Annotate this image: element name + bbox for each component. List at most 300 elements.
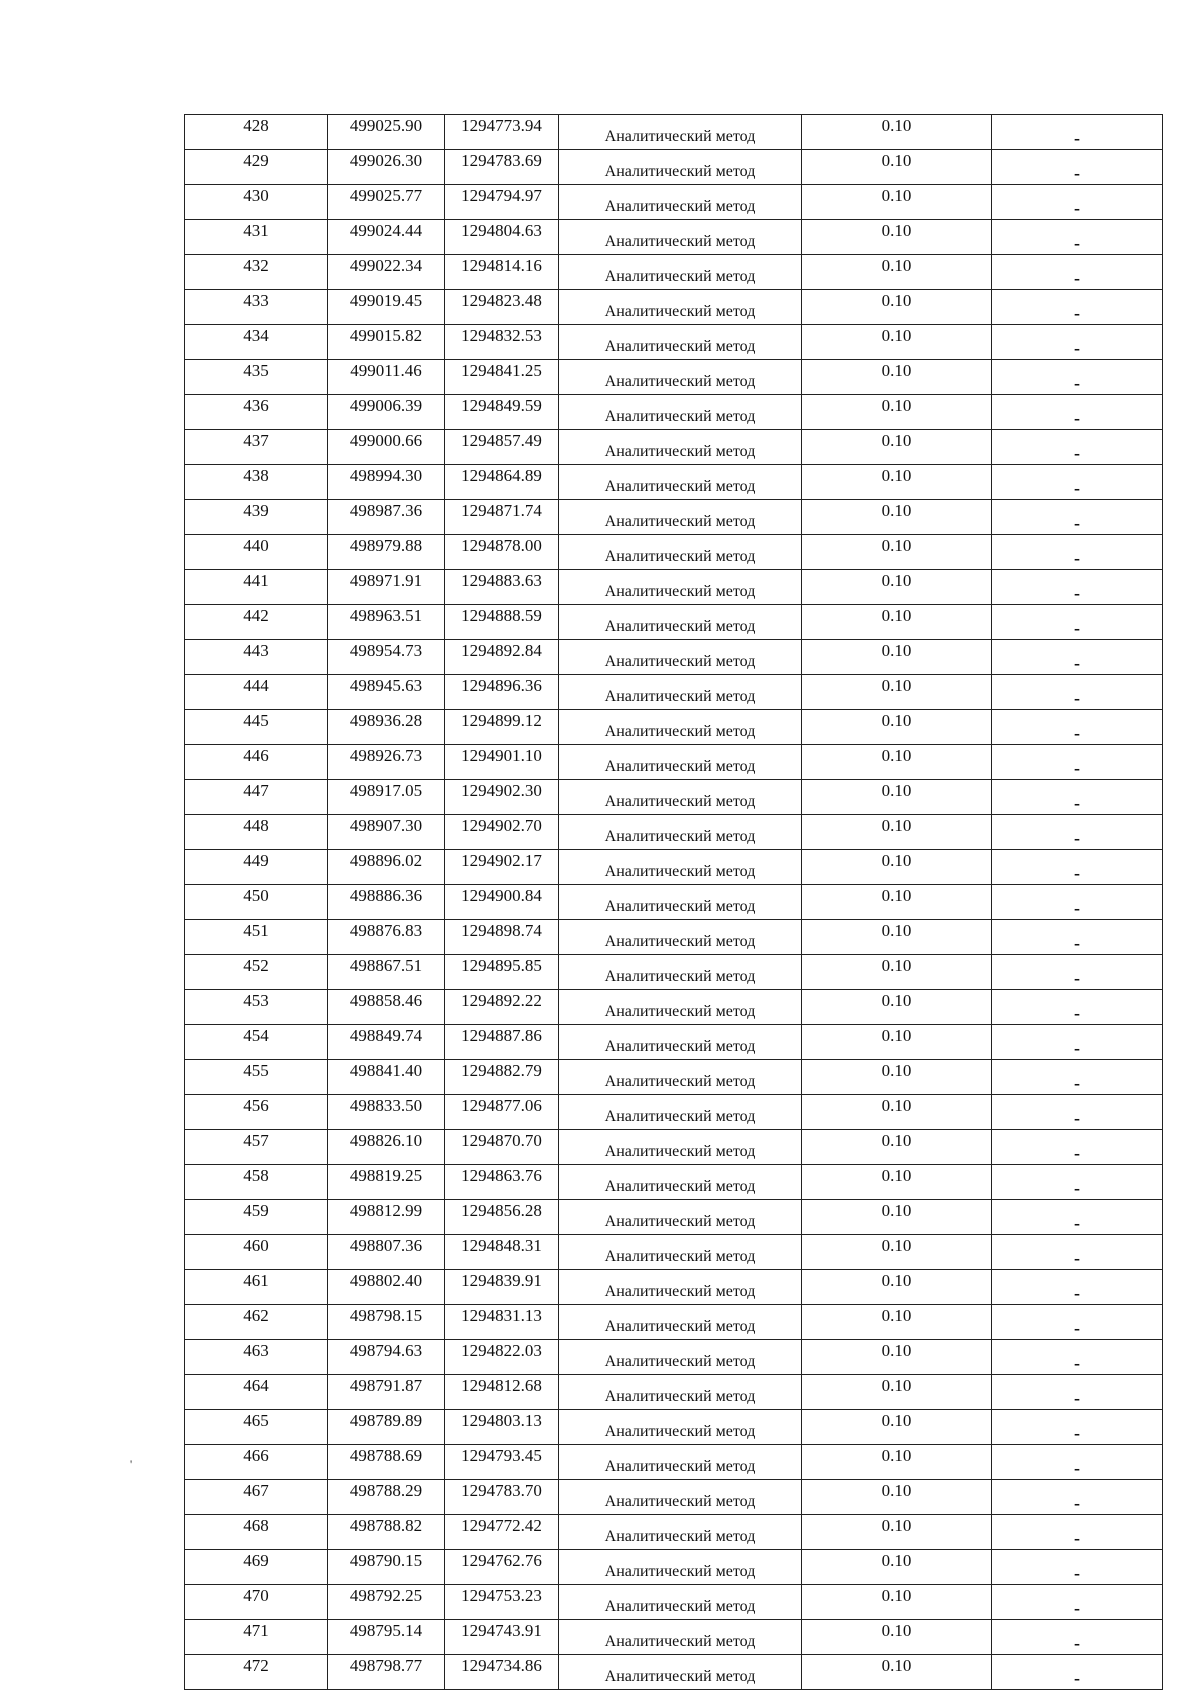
method-cell: Аналитический метод (559, 640, 802, 675)
method-cell: Аналитический метод (559, 535, 802, 570)
y-coordinate-cell: 1294831.13 (445, 1305, 559, 1340)
note-cell: - (992, 745, 1163, 780)
table-row (185, 1165, 1163, 1200)
table-row (185, 115, 1163, 150)
accuracy-cell: 0.10 (802, 1200, 992, 1235)
x-coordinate-cell: 498917.05 (328, 780, 445, 815)
table-row (185, 1305, 1163, 1340)
x-coordinate-cell: 499000.66 (328, 430, 445, 465)
accuracy-cell: 0.10 (802, 1060, 992, 1095)
accuracy-cell: 0.10 (802, 885, 992, 920)
x-coordinate-cell: 499006.39 (328, 395, 445, 430)
y-coordinate-cell: 1294902.17 (445, 850, 559, 885)
y-coordinate-cell: 1294814.16 (445, 255, 559, 290)
accuracy-cell: 0.10 (802, 850, 992, 885)
table-row (185, 1235, 1163, 1270)
x-coordinate-cell: 499025.77 (328, 185, 445, 220)
x-coordinate-cell: 498791.87 (328, 1375, 445, 1410)
note-cell: - (992, 1305, 1163, 1340)
x-coordinate-cell: 498936.28 (328, 710, 445, 745)
table-row (185, 395, 1163, 430)
method-cell: Аналитический метод (559, 290, 802, 325)
table-row (185, 1340, 1163, 1375)
accuracy-cell: 0.10 (802, 430, 992, 465)
method-cell: Аналитический метод (559, 115, 802, 150)
point-number-cell: 455 (185, 1060, 328, 1095)
y-coordinate-cell: 1294793.45 (445, 1445, 559, 1480)
method-cell: Аналитический метод (559, 500, 802, 535)
method-cell: Аналитический метод (559, 920, 802, 955)
point-number-cell: 453 (185, 990, 328, 1025)
point-number-cell: 468 (185, 1515, 328, 1550)
y-coordinate-cell: 1294839.91 (445, 1270, 559, 1305)
note-cell: - (992, 955, 1163, 990)
note-cell: - (992, 360, 1163, 395)
note-cell: - (992, 1060, 1163, 1095)
point-number-cell: 465 (185, 1410, 328, 1445)
note-cell: - (992, 1235, 1163, 1270)
table-row (185, 1270, 1163, 1305)
accuracy-cell: 0.10 (802, 640, 992, 675)
y-coordinate-cell: 1294822.03 (445, 1340, 559, 1375)
point-number-cell: 452 (185, 955, 328, 990)
y-coordinate-cell: 1294734.86 (445, 1655, 559, 1690)
point-number-cell: 472 (185, 1655, 328, 1690)
table-row (185, 465, 1163, 500)
x-coordinate-cell: 498994.30 (328, 465, 445, 500)
x-coordinate-cell: 498896.02 (328, 850, 445, 885)
accuracy-cell: 0.10 (802, 920, 992, 955)
note-cell: - (992, 535, 1163, 570)
method-cell: Аналитический метод (559, 1655, 802, 1690)
method-cell: Аналитический метод (559, 150, 802, 185)
method-cell: Аналитический метод (559, 1515, 802, 1550)
y-coordinate-cell: 1294887.86 (445, 1025, 559, 1060)
point-number-cell: 467 (185, 1480, 328, 1515)
accuracy-cell: 0.10 (802, 185, 992, 220)
accuracy-cell: 0.10 (802, 710, 992, 745)
method-cell: Аналитический метод (559, 1305, 802, 1340)
point-number-cell: 430 (185, 185, 328, 220)
table-row (185, 570, 1163, 605)
y-coordinate-cell: 1294896.36 (445, 675, 559, 710)
x-coordinate-cell: 498826.10 (328, 1130, 445, 1165)
table-row (185, 500, 1163, 535)
y-coordinate-cell: 1294901.10 (445, 745, 559, 780)
note-cell: - (992, 1095, 1163, 1130)
x-coordinate-cell: 498841.40 (328, 1060, 445, 1095)
note-cell: - (992, 570, 1163, 605)
accuracy-cell: 0.10 (802, 115, 992, 150)
note-cell: - (992, 710, 1163, 745)
coordinates-table-body (185, 115, 1163, 1690)
note-cell: - (992, 920, 1163, 955)
note-cell: - (992, 290, 1163, 325)
method-cell: Аналитический метод (559, 1480, 802, 1515)
x-coordinate-cell: 498792.25 (328, 1585, 445, 1620)
accuracy-cell: 0.10 (802, 1025, 992, 1060)
accuracy-cell: 0.10 (802, 1410, 992, 1445)
accuracy-cell: 0.10 (802, 1655, 992, 1690)
table-row (185, 1095, 1163, 1130)
method-cell: Аналитический метод (559, 255, 802, 290)
point-number-cell: 435 (185, 360, 328, 395)
accuracy-cell: 0.10 (802, 360, 992, 395)
method-cell: Аналитический метод (559, 1340, 802, 1375)
y-coordinate-cell: 1294877.06 (445, 1095, 559, 1130)
table-row (185, 815, 1163, 850)
point-number-cell: 462 (185, 1305, 328, 1340)
accuracy-cell: 0.10 (802, 780, 992, 815)
table-row (185, 745, 1163, 780)
note-cell: - (992, 1340, 1163, 1375)
x-coordinate-cell: 499026.30 (328, 150, 445, 185)
table-row (185, 360, 1163, 395)
table-row (185, 1375, 1163, 1410)
x-coordinate-cell: 499025.90 (328, 115, 445, 150)
x-coordinate-cell: 499022.34 (328, 255, 445, 290)
note-cell: - (992, 1165, 1163, 1200)
x-coordinate-cell: 498971.91 (328, 570, 445, 605)
method-cell: Аналитический метод (559, 1025, 802, 1060)
x-coordinate-cell: 498807.36 (328, 1235, 445, 1270)
accuracy-cell: 0.10 (802, 255, 992, 290)
y-coordinate-cell: 1294863.76 (445, 1165, 559, 1200)
method-cell: Аналитический метод (559, 780, 802, 815)
point-number-cell: 454 (185, 1025, 328, 1060)
table-row (185, 1655, 1163, 1690)
y-coordinate-cell: 1294898.74 (445, 920, 559, 955)
note-cell: - (992, 395, 1163, 430)
method-cell: Аналитический метод (559, 1375, 802, 1410)
x-coordinate-cell: 498945.63 (328, 675, 445, 710)
accuracy-cell: 0.10 (802, 1270, 992, 1305)
point-number-cell: 456 (185, 1095, 328, 1130)
accuracy-cell: 0.10 (802, 955, 992, 990)
x-coordinate-cell: 498795.14 (328, 1620, 445, 1655)
x-coordinate-cell: 498789.89 (328, 1410, 445, 1445)
note-cell: - (992, 1410, 1163, 1445)
accuracy-cell: 0.10 (802, 290, 992, 325)
y-coordinate-cell: 1294899.12 (445, 710, 559, 745)
y-coordinate-cell: 1294888.59 (445, 605, 559, 640)
method-cell: Аналитический метод (559, 570, 802, 605)
accuracy-cell: 0.10 (802, 815, 992, 850)
method-cell: Аналитический метод (559, 1200, 802, 1235)
note-cell: - (992, 1270, 1163, 1305)
x-coordinate-cell: 498979.88 (328, 535, 445, 570)
point-number-cell: 436 (185, 395, 328, 430)
note-cell: - (992, 815, 1163, 850)
point-number-cell: 443 (185, 640, 328, 675)
method-cell: Аналитический метод (559, 1270, 802, 1305)
table-row (185, 1480, 1163, 1515)
x-coordinate-cell: 498788.29 (328, 1480, 445, 1515)
point-number-cell: 445 (185, 710, 328, 745)
accuracy-cell: 0.10 (802, 1550, 992, 1585)
note-cell: - (992, 1480, 1163, 1515)
method-cell: Аналитический метод (559, 745, 802, 780)
method-cell: Аналитический метод (559, 1235, 802, 1270)
x-coordinate-cell: 498788.82 (328, 1515, 445, 1550)
y-coordinate-cell: 1294773.94 (445, 115, 559, 150)
table-row (185, 1025, 1163, 1060)
table-row (185, 1060, 1163, 1095)
note-cell: - (992, 115, 1163, 150)
table-row (185, 150, 1163, 185)
method-cell: Аналитический метод (559, 185, 802, 220)
method-cell: Аналитический метод (559, 1585, 802, 1620)
method-cell: Аналитический метод (559, 605, 802, 640)
x-coordinate-cell: 498812.99 (328, 1200, 445, 1235)
table-row (185, 430, 1163, 465)
table-row (185, 220, 1163, 255)
y-coordinate-cell: 1294849.59 (445, 395, 559, 430)
note-cell: - (992, 605, 1163, 640)
y-coordinate-cell: 1294812.68 (445, 1375, 559, 1410)
y-coordinate-cell: 1294902.70 (445, 815, 559, 850)
accuracy-cell: 0.10 (802, 325, 992, 360)
accuracy-cell: 0.10 (802, 745, 992, 780)
y-coordinate-cell: 1294794.97 (445, 185, 559, 220)
accuracy-cell: 0.10 (802, 1585, 992, 1620)
note-cell: - (992, 1200, 1163, 1235)
accuracy-cell: 0.10 (802, 675, 992, 710)
y-coordinate-cell: 1294832.53 (445, 325, 559, 360)
table-row (185, 255, 1163, 290)
x-coordinate-cell: 498833.50 (328, 1095, 445, 1130)
x-coordinate-cell: 498867.51 (328, 955, 445, 990)
table-row (185, 1585, 1163, 1620)
note-cell: - (992, 990, 1163, 1025)
method-cell: Аналитический метод (559, 1060, 802, 1095)
y-coordinate-cell: 1294743.91 (445, 1620, 559, 1655)
accuracy-cell: 0.10 (802, 1340, 992, 1375)
y-coordinate-cell: 1294762.76 (445, 1550, 559, 1585)
y-coordinate-cell: 1294900.84 (445, 885, 559, 920)
x-coordinate-cell: 498886.36 (328, 885, 445, 920)
method-cell: Аналитический метод (559, 1130, 802, 1165)
accuracy-cell: 0.10 (802, 605, 992, 640)
point-number-cell: 461 (185, 1270, 328, 1305)
y-coordinate-cell: 1294783.70 (445, 1480, 559, 1515)
note-cell: - (992, 1620, 1163, 1655)
accuracy-cell: 0.10 (802, 1305, 992, 1340)
x-coordinate-cell: 498790.15 (328, 1550, 445, 1585)
method-cell: Аналитический метод (559, 955, 802, 990)
note-cell: - (992, 1585, 1163, 1620)
accuracy-cell: 0.10 (802, 395, 992, 430)
note-cell: - (992, 255, 1163, 290)
accuracy-cell: 0.10 (802, 570, 992, 605)
note-cell: - (992, 430, 1163, 465)
method-cell: Аналитический метод (559, 430, 802, 465)
accuracy-cell: 0.10 (802, 1515, 992, 1550)
method-cell: Аналитический метод (559, 465, 802, 500)
x-coordinate-cell: 499011.46 (328, 360, 445, 395)
point-number-cell: 466 (185, 1445, 328, 1480)
method-cell: Аналитический метод (559, 815, 802, 850)
y-coordinate-cell: 1294892.22 (445, 990, 559, 1025)
method-cell: Аналитический метод (559, 1620, 802, 1655)
point-number-cell: 432 (185, 255, 328, 290)
table-row (185, 535, 1163, 570)
note-cell: - (992, 500, 1163, 535)
y-coordinate-cell: 1294848.31 (445, 1235, 559, 1270)
point-number-cell: 457 (185, 1130, 328, 1165)
table-row (185, 1200, 1163, 1235)
point-number-cell: 438 (185, 465, 328, 500)
table-row (185, 1620, 1163, 1655)
y-coordinate-cell: 1294902.30 (445, 780, 559, 815)
table-row (185, 605, 1163, 640)
y-coordinate-cell: 1294857.49 (445, 430, 559, 465)
y-coordinate-cell: 1294783.69 (445, 150, 559, 185)
table-row (185, 1130, 1163, 1165)
note-cell: - (992, 185, 1163, 220)
method-cell: Аналитический метод (559, 885, 802, 920)
note-cell: - (992, 1550, 1163, 1585)
method-cell: Аналитический метод (559, 1095, 802, 1130)
accuracy-cell: 0.10 (802, 1095, 992, 1130)
y-coordinate-cell: 1294892.84 (445, 640, 559, 675)
accuracy-cell: 0.10 (802, 990, 992, 1025)
point-number-cell: 444 (185, 675, 328, 710)
y-coordinate-cell: 1294823.48 (445, 290, 559, 325)
note-cell: - (992, 1445, 1163, 1480)
accuracy-cell: 0.10 (802, 150, 992, 185)
point-number-cell: 442 (185, 605, 328, 640)
point-number-cell: 463 (185, 1340, 328, 1375)
note-cell: - (992, 325, 1163, 360)
method-cell: Аналитический метод (559, 850, 802, 885)
y-coordinate-cell: 1294753.23 (445, 1585, 559, 1620)
note-cell: - (992, 150, 1163, 185)
method-cell: Аналитический метод (559, 675, 802, 710)
point-number-cell: 429 (185, 150, 328, 185)
point-number-cell: 458 (185, 1165, 328, 1200)
table-row (185, 850, 1163, 885)
accuracy-cell: 0.10 (802, 1375, 992, 1410)
point-number-cell: 439 (185, 500, 328, 535)
point-number-cell: 434 (185, 325, 328, 360)
point-number-cell: 447 (185, 780, 328, 815)
note-cell: - (992, 780, 1163, 815)
point-number-cell: 459 (185, 1200, 328, 1235)
method-cell: Аналитический метод (559, 395, 802, 430)
point-number-cell: 449 (185, 850, 328, 885)
method-cell: Аналитический метод (559, 220, 802, 255)
x-coordinate-cell: 499024.44 (328, 220, 445, 255)
table-row (185, 990, 1163, 1025)
note-cell: - (992, 1515, 1163, 1550)
method-cell: Аналитический метод (559, 1165, 802, 1200)
method-cell: Аналитический метод (559, 1550, 802, 1585)
point-number-cell: 446 (185, 745, 328, 780)
y-coordinate-cell: 1294856.28 (445, 1200, 559, 1235)
accuracy-cell: 0.10 (802, 1130, 992, 1165)
point-number-cell: 448 (185, 815, 328, 850)
method-cell: Аналитический метод (559, 360, 802, 395)
y-coordinate-cell: 1294882.79 (445, 1060, 559, 1095)
accuracy-cell: 0.10 (802, 465, 992, 500)
note-cell: - (992, 1375, 1163, 1410)
point-number-cell: 460 (185, 1235, 328, 1270)
point-number-cell: 451 (185, 920, 328, 955)
x-coordinate-cell: 498819.25 (328, 1165, 445, 1200)
table-row (185, 640, 1163, 675)
table-row (185, 955, 1163, 990)
x-coordinate-cell: 498858.46 (328, 990, 445, 1025)
note-cell: - (992, 885, 1163, 920)
x-coordinate-cell: 498954.73 (328, 640, 445, 675)
x-coordinate-cell: 498802.40 (328, 1270, 445, 1305)
y-coordinate-cell: 1294878.00 (445, 535, 559, 570)
table-row (185, 710, 1163, 745)
table-row (185, 325, 1163, 360)
note-cell: - (992, 1025, 1163, 1060)
table-row (185, 675, 1163, 710)
note-cell: - (992, 850, 1163, 885)
table-row (185, 1445, 1163, 1480)
x-coordinate-cell: 499015.82 (328, 325, 445, 360)
table-row (185, 185, 1163, 220)
y-coordinate-cell: 1294871.74 (445, 500, 559, 535)
method-cell: Аналитический метод (559, 1410, 802, 1445)
x-coordinate-cell: 498963.51 (328, 605, 445, 640)
note-cell: - (992, 640, 1163, 675)
y-coordinate-cell: 1294841.25 (445, 360, 559, 395)
x-coordinate-cell: 498987.36 (328, 500, 445, 535)
point-number-cell: 437 (185, 430, 328, 465)
table-row (185, 290, 1163, 325)
x-coordinate-cell: 498876.83 (328, 920, 445, 955)
point-number-cell: 450 (185, 885, 328, 920)
accuracy-cell: 0.10 (802, 220, 992, 255)
note-cell: - (992, 465, 1163, 500)
point-number-cell: 464 (185, 1375, 328, 1410)
table-row (185, 1550, 1163, 1585)
point-number-cell: 471 (185, 1620, 328, 1655)
x-coordinate-cell: 498926.73 (328, 745, 445, 780)
table-row (185, 920, 1163, 955)
x-coordinate-cell: 498794.63 (328, 1340, 445, 1375)
y-coordinate-cell: 1294803.13 (445, 1410, 559, 1445)
note-cell: - (992, 1130, 1163, 1165)
y-coordinate-cell: 1294772.42 (445, 1515, 559, 1550)
y-coordinate-cell: 1294864.89 (445, 465, 559, 500)
point-number-cell: 440 (185, 535, 328, 570)
accuracy-cell: 0.10 (802, 500, 992, 535)
x-coordinate-cell: 498849.74 (328, 1025, 445, 1060)
note-cell: - (992, 220, 1163, 255)
point-number-cell: 469 (185, 1550, 328, 1585)
table-row (185, 1410, 1163, 1445)
method-cell: Аналитический метод (559, 1445, 802, 1480)
method-cell: Аналитический метод (559, 325, 802, 360)
accuracy-cell: 0.10 (802, 1445, 992, 1480)
point-number-cell: 470 (185, 1585, 328, 1620)
y-coordinate-cell: 1294883.63 (445, 570, 559, 605)
accuracy-cell: 0.10 (802, 1235, 992, 1270)
accuracy-cell: 0.10 (802, 535, 992, 570)
point-number-cell: 433 (185, 290, 328, 325)
method-cell: Аналитический метод (559, 990, 802, 1025)
x-coordinate-cell: 499019.45 (328, 290, 445, 325)
y-coordinate-cell: 1294804.63 (445, 220, 559, 255)
x-coordinate-cell: 498798.15 (328, 1305, 445, 1340)
table-row (185, 1515, 1163, 1550)
